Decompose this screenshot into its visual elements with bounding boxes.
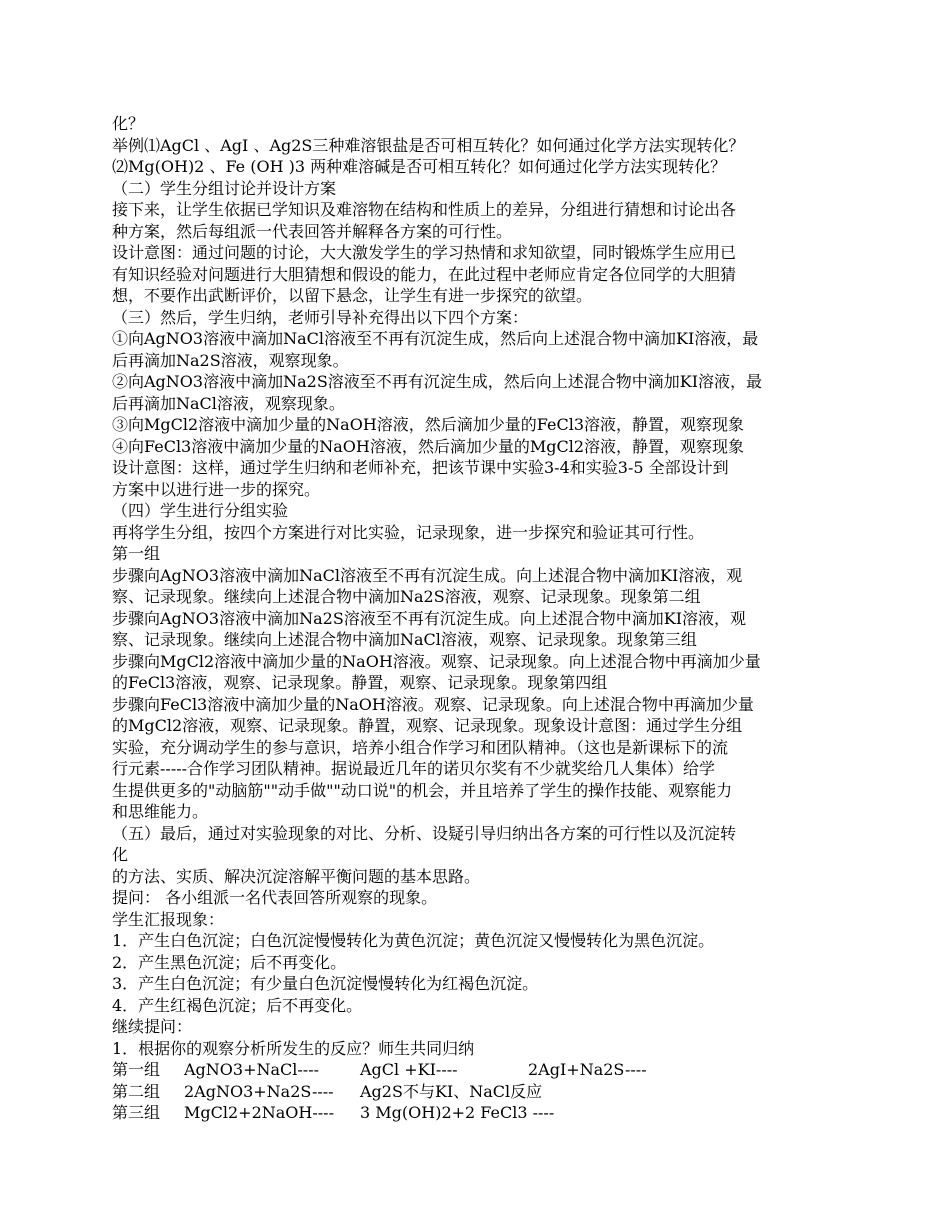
reaction-cell: MgCl2+2NaOH---- [184, 1103, 334, 1122]
text-line: 2．产生黑色沉淀；后不再变化。 [112, 952, 347, 972]
text-line: 实验，充分调动学生的参与意识，培养小组合作学习和团队精神。（这也是新课标下的流 [112, 737, 729, 757]
text-line: 想，不要作出武断评价，以留下悬念，让学生有进一步探究的欲望。 [112, 286, 593, 305]
text-line: ②向AgNO3溶液中滴加Na2S溶液至不再有沉淀生成，然后向上述混合物中滴加KI溶液，最 [112, 372, 763, 391]
text-line: 1．根据你的观察分析所发生的反应？师生共同归纳 [112, 1038, 475, 1058]
text-line: ⑵Mg(OH)2 、Fe (OH )3 两种难溶碱是否可相互转化？如何通过化学方法实现转化？ [112, 157, 727, 176]
text-line: （二）学生分组讨论并设计方案 [112, 178, 337, 198]
group-label: 第三组 [112, 1103, 161, 1122]
text-line: 步骤向AgNO3溶液中滴加Na2S溶液至不再有沉淀生成。向上述混合物中滴加KI溶液，观 [112, 608, 747, 628]
text-line: 的FeCl3溶液，观察、记录现象。静置，观察、记录现象。现象第四组 [112, 673, 608, 692]
text-line: 4．产生红褐色沉淀；后不再变化。 [112, 995, 363, 1015]
table-row [112, 1081, 842, 1103]
text-line: 步骤向MgCl2溶液中滴加少量的NaOH溶液。观察、记录现象。向上述混合物中再滴加少量 [112, 651, 761, 671]
reaction-cell [528, 1081, 828, 1103]
text-line: （四）学生进行分组实验 [112, 501, 289, 520]
text-line: 种方案，然后每组派一代表回答并解释各方案的可行性。 [112, 221, 513, 241]
text-line: 后再滴加Na2S溶液，观察现象。 [112, 350, 349, 370]
text-line: 后再滴加NaCl溶液，观察现象。 [112, 393, 345, 413]
text-line: 和思维能力。 [112, 802, 209, 821]
document-page [112, 113, 842, 1124]
text-line: 提问： 各小组派一名代表回答所观察的现象。 [112, 888, 438, 907]
text-line: 察、记录现象。继续向上述混合物中滴加Na2S溶液，观察、记录现象。现象第二组 [112, 587, 701, 606]
text-line: 生提供更多的"动脑筋""动手做""动口说"的机会，并且培养了学生的操作技能、观察能力 [112, 780, 733, 800]
text-line: 化？ [112, 114, 145, 133]
reaction-cell: Ag2S不与KI、NaCl反应 [360, 1081, 543, 1101]
table-row [112, 1059, 842, 1081]
reaction-cell: 2AgNO3+Na2S---- [184, 1081, 334, 1101]
text-line: 继续提问： [112, 1017, 193, 1036]
reaction-cell: AgCl +KI---- [360, 1060, 458, 1079]
text-line: ①向AgNO3溶液中滴加NaCl溶液至不再有沉淀生成，然后向上述混合物中滴加KI溶液，最 [112, 329, 759, 348]
group-label: 第一组 [112, 1060, 161, 1079]
text-body [112, 113, 842, 1059]
text-line: 1．产生白色沉淀；白色沉淀慢慢转化为黄色沉淀；黄色沉淀又慢慢转化为黑色沉淀。 [112, 931, 715, 950]
reaction-cell [528, 1102, 828, 1124]
text-line: 的MgCl2溶液，观察、记录现象。静置，观察、记录现象。现象设计意图：通过学生分组 [112, 716, 743, 735]
text-line: 3．产生白色沉淀；有少量白色沉淀慢慢转化为红褐色沉淀。 [112, 974, 539, 993]
text-line: （五）最后，通过对实验现象的对比、分析、设疑引导归纳出各方案的可行性以及沉淀转 [112, 823, 737, 843]
reaction-cell: AgNO3+NaCl---- [184, 1060, 320, 1079]
text-line: 方案中以进行进一步的探究。 [112, 479, 321, 499]
text-line: 察、记录现象。继续向上述混合物中滴加NaCl溶液，观察、记录现象。现象第三组 [112, 630, 697, 649]
group-label: 第二组 [112, 1081, 161, 1101]
table-row [112, 1102, 842, 1124]
reaction-cell: 3 Mg(OH)2+2 FeCl3 ---- [360, 1103, 555, 1122]
text-line: 举例⑴AgCl 、AgI 、Ag2S三种难溶银盐是否可相互转化？如何通过化学方法实现转化？ [112, 135, 745, 155]
text-line: ③向MgCl2溶液中滴加少量的NaOH溶液，然后滴加少量的FeCl3溶液，静置，观察现象 [112, 415, 745, 434]
reaction-table [112, 1059, 842, 1124]
text-line: 再将学生分组，按四个方案进行对比实验，记录现象，进一步探究和验证其可行性。 [112, 522, 705, 542]
text-line: 学生汇报现象： [112, 909, 225, 929]
text-line: 第一组 [112, 544, 161, 563]
text-line: 步骤向AgNO3溶液中滴加NaCl溶液至不再有沉淀生成。向上述混合物中滴加KI溶液，观 [112, 565, 743, 585]
text-line: 接下来，让学生依据已学知识及难溶物在结构和性质上的差异，分组进行猜想和讨论出各 [112, 200, 737, 219]
text-line: 化 [112, 845, 129, 864]
text-line: 设计意图：这样，通过学生归纳和老师补充，把该节课中实验3-4和实验3-5 全部设计到 [112, 458, 729, 477]
text-line: 步骤向FeCl3溶液中滴加少量的NaOH溶液。观察、记录现象。向上述混合物中再滴加少量 [112, 694, 754, 714]
text-line: （三）然后，学生归纳，老师引导补充得出以下四个方案： [112, 307, 529, 327]
text-line: 的方法、实质、解决沉淀溶解平衡问题的基本思路。 [112, 866, 481, 886]
text-line: 有知识经验对问题进行大胆猜想和假设的能力，在此过程中老师应肯定各位同学的大胆猜 [112, 264, 737, 284]
text-line: 行元素-----合作学习团队精神。据说最近几年的诺贝尔奖有不少就奖给几人集体）给学 [112, 759, 716, 778]
text-line: 设计意图：通过问题的讨论，大大激发学生的学习热情和求知欲望，同时锻炼学生应用已 [112, 243, 737, 262]
reaction-cell: 2AgI+Na2S---- [528, 1060, 647, 1079]
text-line: ④向FeCl3溶液中滴加少量的NaOH溶液，然后滴加少量的MgCl2溶液，静置，观察现象 [112, 436, 745, 456]
